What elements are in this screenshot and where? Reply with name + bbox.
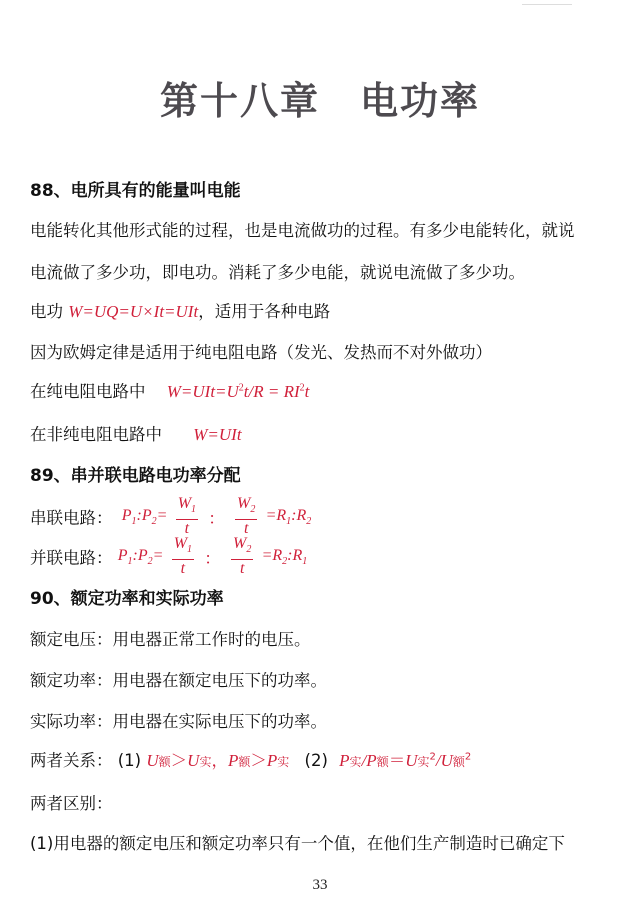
pure-resistance-label: 在纯电阻电路中 (30, 382, 146, 401)
section-90-heading: 90、额定功率和实际功率 (30, 589, 224, 609)
electric-work-line (30, 298, 330, 322)
series-fraction-w2: $\frac{W_2}{t}$ (237, 495, 256, 538)
pure-resistance-line (30, 378, 309, 402)
parallel-power-ratio: $P_1:P_2=$ (117, 546, 164, 567)
relation-line (30, 747, 471, 771)
rated-power-definition: 额定功率：用电器在额定电压下的功率。 (30, 671, 327, 690)
electric-work-formula: W=UQ=U×It=UIt (68, 302, 199, 321)
series-power-ratio: $P_1:P_2=$ (121, 506, 168, 527)
series-circuit-line: 串联电路： $P_1:P_2=$ $\frac{W_1}{t}$ ： $\frac{W_2}{t}$ $=R_1:R_2$ (30, 495, 312, 538)
chapter-title: 第十八章 电功率 (159, 79, 480, 123)
electric-work-prefix: 电功 (30, 302, 63, 321)
relation-item-1: (1) (117, 751, 142, 770)
section-88-heading: 88、电所具有的能量叫电能 (30, 181, 241, 201)
ohm-law-note: 因为欧姆定律是适用于纯电阻电路（发光、发热而不对外做功） (30, 343, 492, 362)
non-pure-resistance-label: 在非纯电阻电路中 (30, 425, 162, 444)
parallel-circuit-label: 并联电路： (30, 548, 113, 568)
series-resistance-ratio: $=R_1:R_2$ (265, 506, 312, 527)
section-88-paragraph-2: 电流做了多少功，即电功。消耗了多少电能，就说电流做了多少功。 (30, 263, 525, 282)
actual-power-definition: 实际功率：用电器在实际电压下的功率。 (30, 712, 327, 731)
parallel-circuit-line: 并联电路： $P_1:P_2=$ $\frac{W_1}{t}$ ： $\frac{W_2}{t}$ $=R_2:R_1$ (30, 535, 308, 578)
corner-mark (522, 4, 572, 11)
pure-resistance-formula: $W=UIt=U^2t/R = RI^2t$ (166, 382, 310, 401)
relation-item-2: (2) (304, 751, 328, 770)
series-fraction-w1: $\frac{W_1}{t}$ (177, 495, 197, 538)
difference-item-1: (1)用电器的额定电压和额定功率只有一个值，在他们生产制造时已确定下 (30, 834, 565, 853)
non-pure-resistance-line (30, 421, 242, 445)
non-pure-resistance-formula: W=UIt (193, 425, 242, 444)
page-number: 33 (312, 877, 328, 893)
electric-work-suffix: ，适用于各种电路 (198, 302, 331, 321)
parallel-fraction-w2: $\frac{W_2}{t}$ (233, 535, 252, 578)
parallel-fraction-w1: $\frac{W_1}{t}$ (173, 535, 193, 578)
difference-label: 两者区别： (30, 794, 113, 813)
parallel-resistance-ratio: $=R_2:R_1$ (261, 546, 308, 567)
relation-formula-2: P实/P额＝U实$^2$/U额$^2$ (339, 751, 472, 770)
relation-formula-1: U额＞U实，P额＞P实 (146, 751, 290, 770)
section-88-paragraph-1: 电能转化其他形式能的过程，也是电流做功的过程。有多少电能转化，就说 (30, 221, 575, 240)
relation-label: 两者关系： (30, 751, 113, 770)
section-89-heading: 89、串并联电路电功率分配 (30, 466, 241, 486)
series-circuit-label: 串联电路： (30, 508, 113, 528)
rated-voltage-definition: 额定电压：用电器正常工作时的电压。 (30, 630, 311, 649)
